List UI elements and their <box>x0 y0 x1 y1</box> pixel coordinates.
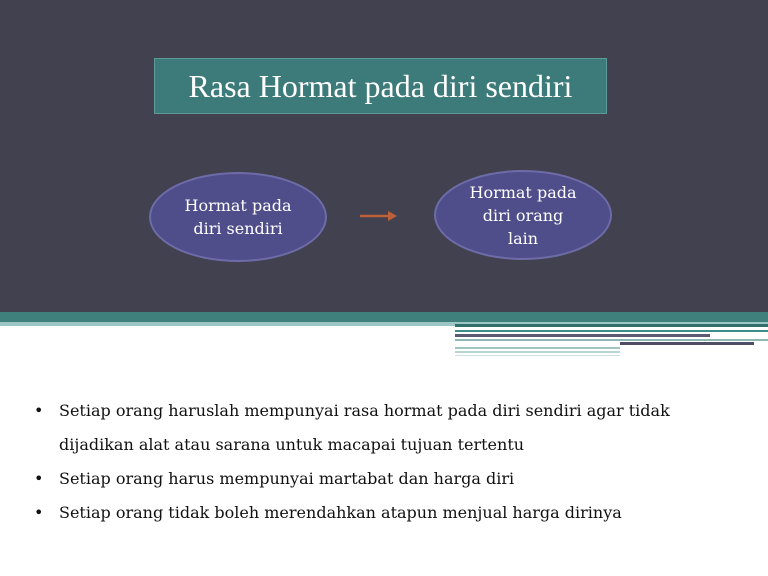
stripe <box>455 339 768 341</box>
slide-title: Rasa Hormat pada diri sendiri <box>188 67 573 104</box>
accent-band <box>0 312 768 322</box>
bullet-item <box>32 496 732 530</box>
stripe <box>455 324 768 327</box>
diagram-node-left <box>149 172 327 262</box>
stripe <box>455 334 710 337</box>
bullet-list <box>32 394 732 530</box>
stripe <box>455 347 620 349</box>
bullet-text: Setiap orang harus mempunyai martabat dan harga diri <box>59 469 515 488</box>
bullet-item <box>32 462 732 496</box>
bullet-text: Setiap orang haruslah mempunyai rasa hormat pada diri sendiri agar tidak dijadikan alat atau sarana untuk macapai tujuan tertentu <box>59 401 670 454</box>
stripe <box>455 330 768 332</box>
stripe <box>455 351 620 353</box>
diagram-node-right-label: Hormat pada diri orang lain <box>469 182 577 248</box>
stripe <box>620 342 754 345</box>
arrow-right-icon <box>358 208 398 224</box>
bullet-dot: • <box>34 503 44 522</box>
bullet-item <box>32 394 732 462</box>
diagram-node-right <box>434 170 612 260</box>
bullet-dot: • <box>34 401 44 420</box>
stripe <box>455 355 620 356</box>
diagram-node-left-label: Hormat pada diri sendiri <box>184 196 292 238</box>
bullet-text: Setiap orang tidak boleh merendahkan atapun menjual harga dirinya <box>59 503 622 522</box>
title-box <box>154 58 607 114</box>
bullet-dot: • <box>34 469 44 488</box>
